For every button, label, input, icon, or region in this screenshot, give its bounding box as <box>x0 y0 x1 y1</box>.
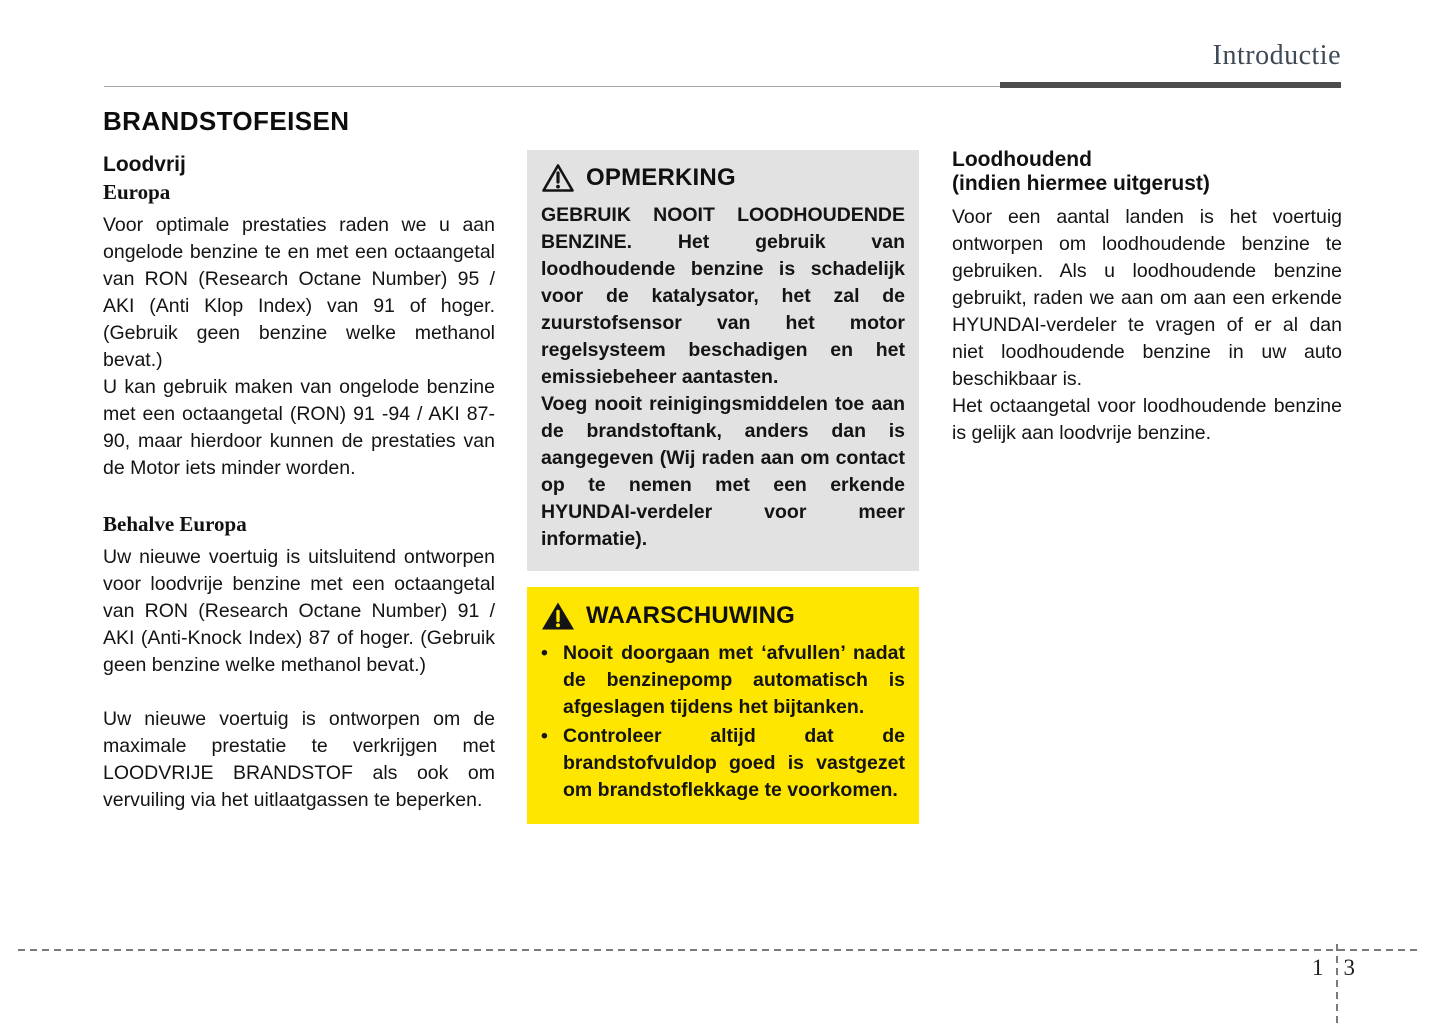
paragraph-leaded-octane: Het octaangetal voor loodhoudende benzine is gelijk aan loodvrije benzine. <box>952 395 1342 444</box>
note-box <box>527 150 919 571</box>
warning-bullet <box>541 723 905 804</box>
left-column <box>103 106 495 814</box>
paragraph-outside-europe: Uw nieuwe voertuig is uitsluitend ontworpen voor loodvrije benzine met een octaangetal van RON (Research Octane Number) 91 / AKI (Anti-Knock Index) 87 of hoger. (Gebruik geen benzine welke methanol bevat.) <box>103 546 495 676</box>
chapter-header: Introductie <box>1212 40 1341 71</box>
chapter-number: 1 <box>1312 955 1324 980</box>
right-column <box>952 148 1342 447</box>
subheading-europa: Europa <box>103 180 171 204</box>
note-paragraph: GEBRUIK NOOIT LOODHOUDENDE BENZINE. Het gebruik van loodhoudende benzine is schadelijk voor de katalysator, het zal de zuurstofsensor van het motor regelsysteem beschadigen en het emissiebeheer aantasten. <box>541 204 905 388</box>
page-number <box>1312 955 1355 981</box>
warning-bullet <box>541 640 905 721</box>
warning-title: WAARSCHUWING <box>586 602 796 629</box>
bullet-text: Nooit doorgaan met ‘afvullen’ nadat de benzinepomp automatisch is afgeslagen tijdens het bijtanken. <box>563 642 905 718</box>
paragraph-unleaded-octane: U kan gebruik maken van ongelode benzine met een octaangetal (RON) 91 -94 / AKI 87-90, maar hierdoor kunnen de prestaties van de Motor iets minder worden. <box>103 376 495 479</box>
page-digit: 3 <box>1343 955 1355 980</box>
footer-crop-line-horizontal <box>18 949 1420 951</box>
subheading-loodvrij: Loodvrij <box>103 153 186 176</box>
warning-box-header <box>541 601 905 631</box>
subheading-behalve-europa: Behalve Europa <box>103 512 247 536</box>
note-box-header <box>541 163 905 193</box>
warning-box <box>527 587 919 824</box>
paragraph-unleaded-europe: Voor optimale prestaties raden we u aan ongelode benzine te en met een octaangetal van RON (Research Octane Number) 95 / AKI (Anti Klop Index) van 91 of hoger. (Gebruik geen benzine welke methanol bevat.) <box>103 214 495 371</box>
caution-outline-icon <box>541 163 575 193</box>
paragraph-unleaded-fuel: Uw nieuwe voertuig is ontworpen om de maximale prestatie te verkrijgen met LOODVRIJE BRANDSTOF als ook om vervuiling via het uitlaatgassen te beperken. <box>103 708 495 811</box>
note-paragraph: Voeg nooit reinigingsmiddelen toe aan de brandstoftank, anders dan is aangegeven (Wij raden aan om contact op te nemen met een erkende HYUNDAI-verdeler voor meer informatie). <box>541 393 905 550</box>
paragraph-leaded-fuel: Voor een aantal landen is het voertuig ontworpen om loodhoudende benzine te gebruiken. Als u loodhoudende benzine gebruikt, raden we aan om aan een erkende HYUNDAI-verdeler te vragen of er al dan niet loodhoudende benzine in uw auto beschikbaar is. <box>952 206 1342 390</box>
note-title: OPMERKING <box>586 164 736 191</box>
subheading-loodhoudend: Loodhoudend <box>952 148 1092 171</box>
warning-filled-icon <box>541 601 575 631</box>
bullet-marker: • <box>541 642 548 664</box>
middle-column <box>527 150 919 824</box>
page-title: BRANDSTOFEISEN <box>103 106 350 136</box>
subheading-indien-uitgerust: (indien hiermee uitgerust) <box>952 172 1210 195</box>
header-rule-accent <box>1000 82 1341 88</box>
bullet-marker: • <box>541 725 548 747</box>
bullet-text: Controleer altijd dat de brandstofvuldop goed is vastgezet om brandstoflekkage te voorkomen. <box>563 725 905 801</box>
